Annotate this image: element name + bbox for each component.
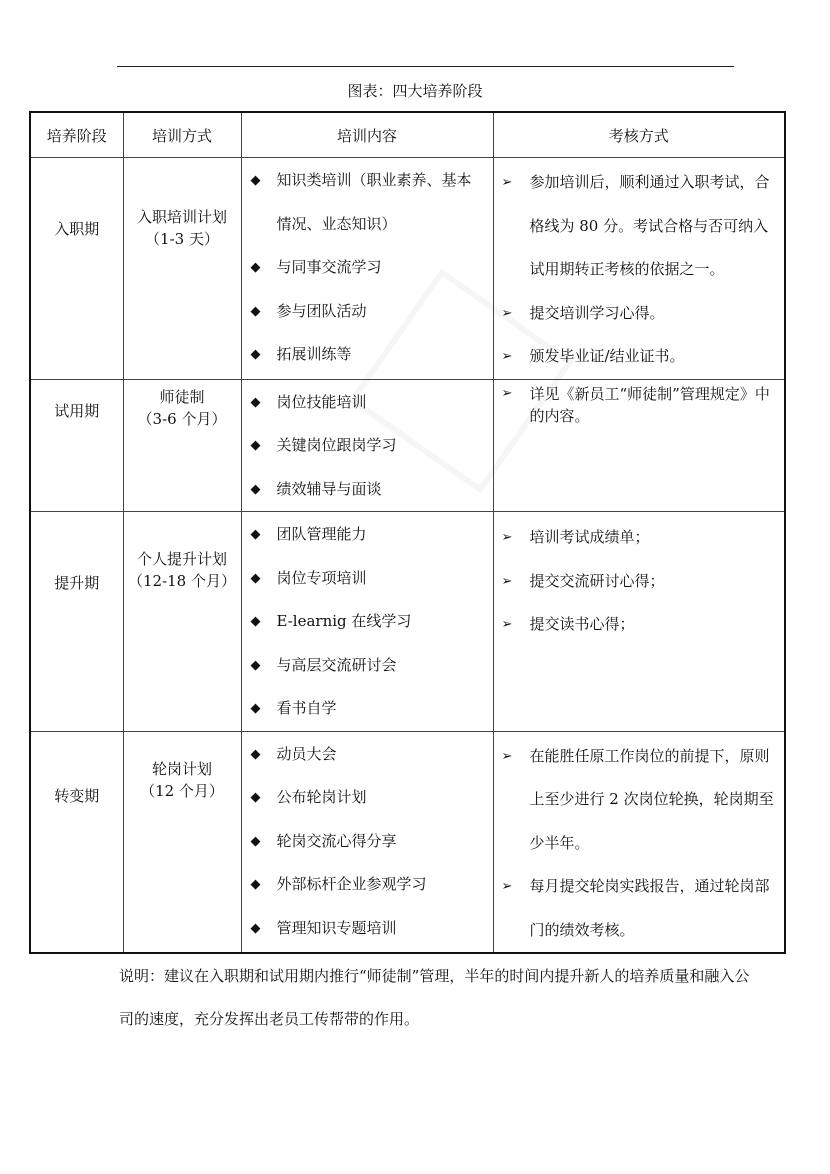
method-line: 个人提升计划 (136, 550, 227, 568)
diamond-bullet-icon: ◆ (250, 790, 261, 805)
diamond-bullet-icon: ◆ (250, 920, 261, 936)
exam-text: 提交读书心得； (529, 615, 635, 633)
exam-text: 颁发毕业证/结业证书。 (529, 347, 685, 365)
content-item (242, 600, 493, 644)
diamond-bullet-icon: ◆ (250, 303, 261, 319)
content-item (242, 333, 493, 377)
diamond-bullet-icon: ◆ (250, 347, 261, 362)
exam-item (494, 560, 785, 604)
header-exam: 考核方式 (493, 112, 785, 158)
method-cell (123, 158, 241, 380)
exam-item (494, 865, 785, 952)
stage-label: 试用期 (54, 401, 100, 420)
diamond-bullet-icon: ◆ (250, 260, 261, 275)
method-line: （1-3 天） (145, 230, 219, 248)
exam-text: 详见《新员工“师徒制”管理规定》中的内容。 (529, 384, 770, 425)
content-item (242, 424, 493, 468)
exam-text: 培训考试成绩单； (529, 528, 650, 546)
arrow-bullet-icon: ➢ (501, 748, 513, 764)
arrow-bullet-icon: ➢ (501, 879, 513, 894)
diamond-bullet-icon: ◆ (250, 877, 261, 892)
method-line: 轮岗计划 (151, 759, 212, 778)
content-cell (241, 158, 493, 380)
content-text: 知识类培训（职业素养、基本 (276, 171, 472, 189)
exam-cell (493, 731, 785, 953)
content-text: 与高层交流研讨会 (276, 655, 397, 674)
diamond-bullet-icon: ◆ (250, 438, 261, 453)
content-text: 参与团队活动 (276, 301, 367, 320)
exam-item (494, 603, 785, 647)
table-row (30, 512, 785, 732)
content-text: 拓展训练等 (276, 345, 352, 363)
diamond-bullet-icon: ◆ (250, 570, 261, 586)
exam-item (494, 735, 785, 866)
stage-label: 入职期 (54, 220, 100, 238)
diamond-bullet-icon: ◆ (250, 394, 261, 410)
arrow-bullet-icon: ➢ (501, 573, 513, 589)
content-item (242, 907, 493, 951)
content-cell (241, 731, 493, 953)
stage-cell (30, 379, 123, 512)
content-item (242, 820, 493, 864)
method-cell (123, 379, 241, 512)
header-content: 培训内容 (241, 112, 493, 158)
arrow-bullet-icon: ➢ (501, 305, 513, 321)
stage-label: 提升期 (54, 574, 100, 592)
exam-item (494, 292, 785, 336)
content-cell (241, 512, 493, 732)
content-text: 管理知识专题培训 (276, 918, 397, 937)
content-text: 关键岗位跟岗学习 (276, 436, 397, 454)
table-row (30, 379, 785, 512)
diamond-bullet-icon: ◆ (250, 173, 261, 188)
arrow-bullet-icon: ➢ (501, 617, 513, 632)
stage-label: 转变期 (54, 786, 100, 805)
method-cell (123, 731, 241, 953)
exam-text: 提交培训学习心得。 (529, 303, 665, 322)
header-method: 培训方式 (123, 112, 241, 158)
note-text: 说明：建议在入职期和试用期内推行“师徒制”管理，半年的时间内提升新人的培养质量和融入公司的速度，充分发挥出老员工传帮带的作用。 (119, 967, 750, 1028)
content-text: 绩效辅导与面谈 (276, 479, 382, 498)
arrow-bullet-icon: ➢ (501, 385, 513, 401)
content-cell (241, 379, 493, 512)
stage-cell (30, 731, 123, 953)
content-item (242, 644, 493, 688)
table-row (30, 158, 785, 380)
content-text: 与同事交流学习 (276, 258, 382, 276)
diamond-bullet-icon: ◆ (250, 701, 261, 716)
content-text: 动员大会 (276, 744, 337, 763)
stage-cell (30, 512, 123, 732)
diamond-bullet-icon: ◆ (250, 833, 261, 849)
content-text: 团队管理能力 (276, 525, 367, 543)
diamond-bullet-icon: ◆ (250, 527, 261, 542)
content-item (242, 381, 493, 425)
arrow-bullet-icon: ➢ (501, 530, 513, 545)
table-row (30, 731, 785, 953)
content-item (242, 159, 493, 203)
diamond-bullet-icon: ◆ (250, 657, 261, 673)
exam-text: 在能胜任原工作岗位的前提下，原则上至少进行 2 次岗位轮换，轮岗期至少半年。 (529, 746, 774, 852)
exam-item (494, 516, 785, 560)
content-text: 情况、业态知识） (276, 214, 397, 233)
diamond-bullet-icon: ◆ (250, 481, 261, 497)
exam-cell (493, 158, 785, 380)
exam-cell (493, 512, 785, 732)
content-text: 外部标杆企业参观学习 (276, 875, 427, 893)
exam-item (494, 335, 785, 379)
method-cell (123, 512, 241, 732)
content-item (242, 557, 493, 601)
table-caption: 图表：四大培养阶段 (347, 82, 483, 100)
content-item (242, 246, 493, 290)
content-item (242, 513, 493, 557)
method-line: （12 个月） (140, 781, 224, 800)
exam-item (494, 383, 785, 427)
exam-text: 每月提交轮岗实践报告，通过轮岗部门的绩效考核。 (529, 877, 770, 939)
content-text: 公布轮岗计划 (276, 788, 367, 806)
content-item (242, 687, 493, 731)
content-item (242, 733, 493, 777)
content-item (242, 863, 493, 907)
diamond-bullet-icon (251, 203, 265, 247)
content-item (242, 290, 493, 334)
training-stages-table (29, 111, 786, 954)
exam-text: 参加培训后，顺利通过入职考试，合格线为 80 分。考试合格与否可纳入试用期转正考核的依据之一。 (529, 173, 770, 278)
arrow-bullet-icon: ➢ (501, 349, 513, 364)
method-line: 师徒制 (159, 387, 205, 406)
table-header-row (30, 112, 785, 158)
exam-item (494, 161, 785, 292)
method-line: 入职培训计划 (136, 208, 227, 226)
exam-cell (493, 379, 785, 512)
diamond-bullet-icon: ◆ (250, 614, 261, 629)
stage-cell (30, 158, 123, 380)
content-text: 看书自学 (276, 699, 337, 717)
content-text: 岗位专项培训 (276, 568, 367, 587)
content-text: 岗位技能培训 (276, 392, 367, 411)
top-rule (117, 66, 734, 67)
content-item (242, 468, 493, 512)
arrow-bullet-icon: ➢ (501, 175, 513, 190)
header-stage: 培养阶段 (30, 112, 123, 158)
content-item (242, 776, 493, 820)
diamond-bullet-icon: ◆ (250, 746, 261, 762)
content-item (242, 203, 493, 247)
exam-text: 提交交流研讨心得； (529, 571, 665, 590)
content-text: E-learnig 在线学习 (276, 612, 412, 630)
method-line: （3-6 个月） (137, 409, 227, 428)
content-text: 轮岗交流心得分享 (276, 831, 397, 850)
method-line: （12-18 个月） (127, 572, 236, 590)
